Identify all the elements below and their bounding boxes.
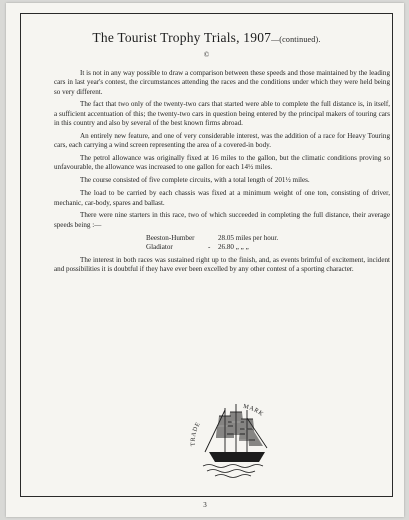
page-border: [20, 13, 393, 497]
paragraph: The petrol allowance was originally fixed at 16 miles to the gallon, but the climatic conditions proving so unfavourable, the allowance was increased to one gallon for each 14½ miles.: [54, 154, 390, 172]
paragraph: The fact that two only of the twenty-two cars that started were able to complete the full distance is, in itself, a sufficient accentuation of this; the twenty-two cars in question being entered by the principal makers of touring cars in this country and also by several of the best known firms abroad.: [54, 100, 390, 128]
paragraph: The load to be carried by each chassis was fixed at a minimum weight of one ton, consisting of driver, mechanic, car-body, spares and ballast.: [54, 189, 390, 207]
paragraph: There were nine starters in this race, two of which succeeded in completing the full distance, their average speeds being :—: [54, 211, 390, 229]
paragraph: The course consisted of five complete circuits, with a total length of 201½ miles.: [80, 176, 310, 185]
speed-row: [146, 243, 390, 252]
paragraph: The interest in both races was sustained right up to the finish, and, as events brimful of excitement, incident and possibilities it is doubtful if they have ever been excelled by any other contest of a sporting character.: [54, 255, 390, 274]
waves: [203, 465, 263, 478]
paragraph: An entirely new feature, and one of very considerable interest, was the addition of a race for Heavy Touring cars, each carrying a wind screen representing the area of a covered-in body.: [54, 131, 390, 150]
title-continued: —(continued).: [271, 35, 321, 44]
mark-label: [243, 403, 265, 418]
mark-label-path: MARK: [242, 402, 265, 418]
body-text: [54, 69, 390, 278]
speeds-table: [54, 234, 390, 253]
page: [6, 3, 404, 517]
dash: -: [208, 242, 211, 251]
dash: [208, 234, 218, 243]
trade-mark-ship-emblem: [189, 394, 279, 484]
page-title: [21, 30, 392, 46]
car-name: Beeston-Humber: [146, 233, 195, 242]
speed-row: [146, 234, 390, 243]
car-name: Gladiator: [146, 242, 173, 251]
speed-value: 28.05 miles per hour.: [218, 233, 279, 242]
paragraph: It is not in any way possible to draw a comparison between these speeds and those maintained by the leading cars in last year's contest, the circumstances attending the races and the conditions under which they were held being so very different.: [54, 69, 390, 96]
trade-label-path: TRADE: [189, 420, 202, 447]
speed-value: 26.80 „ „ „: [218, 242, 249, 251]
title-text: The Tourist Trophy Trials, 1907: [92, 30, 272, 45]
page-number: 3: [203, 501, 207, 509]
ornament: ©: [203, 51, 210, 59]
trade-label: [190, 421, 202, 446]
ship-sails: [216, 412, 263, 446]
ship-hull: [209, 452, 265, 462]
